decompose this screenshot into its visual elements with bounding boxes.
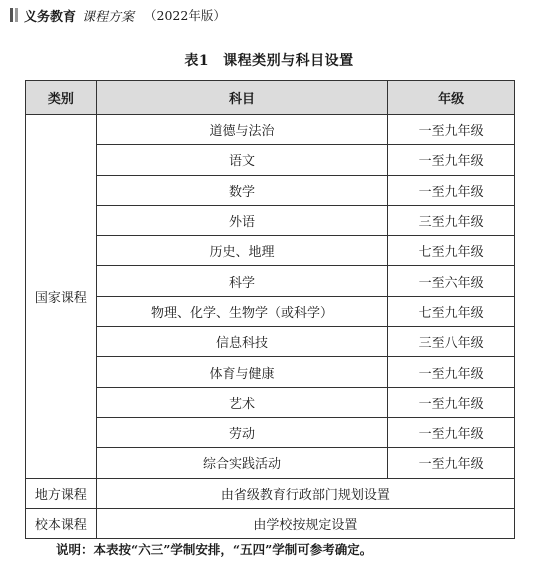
- table-row: [26, 357, 515, 387]
- table-row: [26, 236, 515, 266]
- table-row: [26, 115, 515, 145]
- header-mark: [10, 8, 13, 22]
- table-row: [26, 417, 515, 447]
- school-course-text: 由学校按规定设置: [96, 508, 514, 538]
- subject-cell: 信息科技: [96, 327, 387, 357]
- grade-cell: 七至九年级: [388, 296, 515, 326]
- table-row-local: [26, 478, 515, 508]
- table-row: [26, 448, 515, 478]
- local-course-text: 由省级教育行政部门规划设置: [96, 478, 514, 508]
- subject-cell: 体育与健康: [96, 357, 387, 387]
- table-row: [26, 266, 515, 296]
- header-mark: [15, 8, 18, 22]
- column-header-grade: 年级: [388, 81, 515, 115]
- category-cell-national: 国家课程: [26, 115, 97, 479]
- subject-cell: 数学: [96, 175, 387, 205]
- subject-cell: 劳动: [96, 417, 387, 447]
- subject-cell: 历史、地理: [96, 236, 387, 266]
- running-header: [10, 5, 226, 25]
- grade-cell: 一至九年级: [388, 175, 515, 205]
- subject-cell: 综合实践活动: [96, 448, 387, 478]
- table-title: 课程类别与科目设置: [223, 53, 354, 69]
- subject-cell: 艺术: [96, 387, 387, 417]
- header-bar-icon: [10, 8, 18, 22]
- table-row-school: [26, 508, 515, 538]
- subject-cell: 外语: [96, 205, 387, 235]
- table-header-row: [26, 81, 515, 115]
- table-row: [26, 327, 515, 357]
- column-header-subject: 科目: [96, 81, 387, 115]
- grade-cell: 一至九年级: [388, 448, 515, 478]
- subject-cell: 语文: [96, 145, 387, 175]
- table-row: [26, 296, 515, 326]
- grade-cell: 一至九年级: [388, 387, 515, 417]
- subject-cell: 物理、化学、生物学（或科学）: [96, 296, 387, 326]
- subject-cell: 科学: [96, 266, 387, 296]
- grade-cell: 三至九年级: [388, 205, 515, 235]
- table-row: [26, 175, 515, 205]
- course-table: [25, 80, 515, 539]
- grade-cell: 一至六年级: [388, 266, 515, 296]
- grade-cell: 一至九年级: [388, 115, 515, 145]
- grade-cell: 三至八年级: [388, 327, 515, 357]
- header-book-title: 义务教育: [24, 9, 77, 25]
- table-row: [26, 205, 515, 235]
- category-cell-local: 地方课程: [26, 478, 97, 508]
- header-edition: （2022年版）: [144, 8, 226, 23]
- grade-cell: 一至九年级: [388, 417, 515, 447]
- table-row: [26, 145, 515, 175]
- grade-cell: 一至九年级: [388, 145, 515, 175]
- table-number: 表1: [184, 53, 210, 69]
- table-caption: [0, 50, 538, 70]
- table-note: 说明：本表按“六三”学制安排，“五四”学制可参考确定。: [56, 542, 373, 557]
- grade-cell: 一至九年级: [388, 357, 515, 387]
- column-header-category: 类别: [26, 81, 97, 115]
- table-row: [26, 387, 515, 417]
- grade-cell: 七至九年级: [388, 236, 515, 266]
- category-cell-school: 校本课程: [26, 508, 97, 538]
- header-plan-title: 课程方案: [82, 9, 135, 25]
- subject-cell: 道德与法治: [96, 115, 387, 145]
